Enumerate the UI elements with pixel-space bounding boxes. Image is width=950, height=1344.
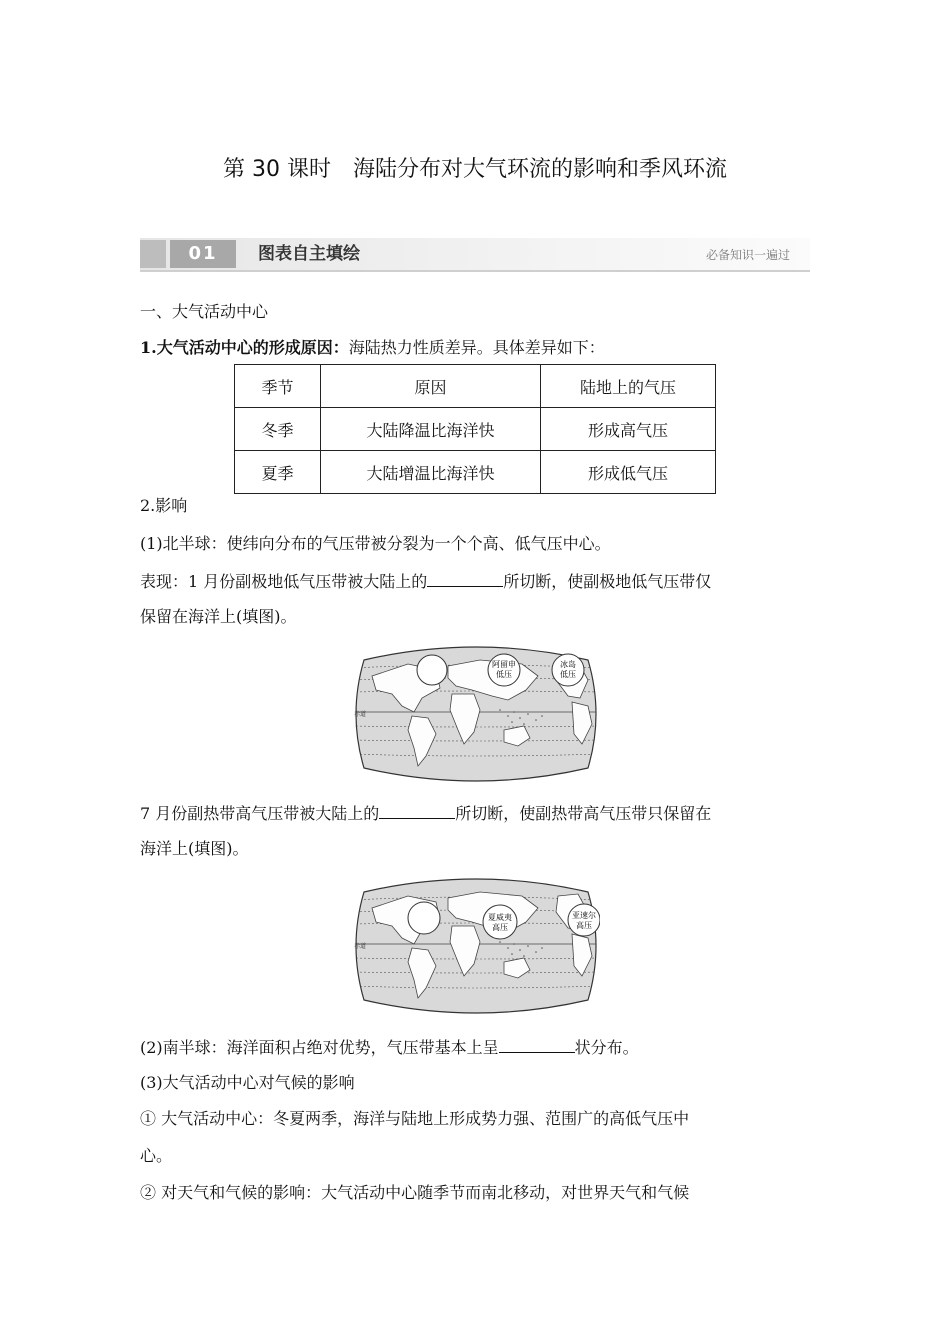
iceland-low-label: 冰岛 (560, 660, 576, 669)
banner-right-text: 必备知识一遍过 (705, 248, 790, 262)
banner-number: 01 (170, 240, 236, 268)
table-row (235, 451, 716, 494)
item-1-text: 海陆热力性质差异。具体差异如下： (348, 338, 605, 357)
table-cell: 大陆降温比海洋快 (321, 408, 541, 451)
heading-activity-centers: 一、大气活动中心 (140, 302, 269, 321)
blank-circle-fill (408, 902, 440, 934)
table-cell: 夏季 (235, 451, 321, 494)
item-3: (3)大气活动中心对气候的影响 (140, 1073, 355, 1092)
fill-blank[interactable] (499, 1036, 575, 1053)
table-header-cell: 陆地上的气压 (541, 365, 716, 408)
table-header-row (235, 365, 716, 408)
equator-label: 赤道 (354, 711, 367, 718)
table-cell: 形成高气压 (541, 408, 716, 451)
north-hemisphere-text: (1)北半球：使纬向分布的气压带被分裂为一个个高、低气压中心。 (140, 534, 611, 553)
fill-blank[interactable] (427, 570, 503, 587)
january-text (140, 570, 711, 592)
pressure-table (234, 364, 716, 494)
july-text-before: 7 月份副热带高气压带被大陆上的 (140, 804, 380, 823)
table-row (235, 408, 716, 451)
iceland-low-label-2: 低压 (560, 670, 576, 679)
fill-blank[interactable] (379, 802, 455, 819)
south-hemisphere-text (140, 1036, 639, 1058)
world-map-january (352, 640, 600, 788)
january-text-before: 表现：1 月份副极地低气压带被大陆上的 (140, 572, 428, 591)
aleutian-low-label-2: 低压 (496, 670, 512, 679)
item-1-label: 1.大气活动中心的形成原因： (140, 338, 349, 357)
january-text-after: 所切断，使副极地低气压带仅 (503, 572, 712, 591)
equator-label: 赤道 (354, 943, 367, 950)
table-cell: 大陆增温比海洋快 (321, 451, 541, 494)
hawaii-high-label-2: 高压 (492, 923, 508, 932)
point-1-line2: 心。 (140, 1146, 173, 1165)
banner-lead-block (140, 240, 166, 268)
january-text-line2: 保留在海洋上(填图)。 (140, 607, 297, 626)
south-text-after: 状分布。 (574, 1038, 639, 1057)
july-text (140, 802, 711, 824)
aleutian-low-label: 阿留申 (492, 660, 516, 669)
page-title: 第 30 课时 海陆分布对大气环流的影响和季风环流 (223, 157, 727, 182)
item-1 (140, 338, 605, 358)
table-cell: 形成低气压 (541, 451, 716, 494)
july-text-line2: 海洋上(填图)。 (140, 839, 249, 858)
hawaii-high-circle (483, 905, 517, 939)
hawaii-high-label: 夏威夷 (488, 913, 512, 922)
blank-circle-fill (417, 655, 447, 685)
point-1-line1: ① 大气活动中心：冬夏两季，海洋与陆地上形成势力强、范围广的高低气压中 (140, 1109, 690, 1128)
section-banner (140, 238, 810, 272)
point-2-line1: ② 对天气和气候的影响：大气活动中心随季节而南北移动，对世界天气和气候 (140, 1183, 690, 1202)
azores-high-circle (568, 904, 600, 936)
south-text-before: (2)南半球：海洋面积占绝对优势，气压带基本上呈 (140, 1038, 499, 1057)
item-2: 2.影响 (140, 496, 188, 515)
july-text-after: 所切断，使副热带高气压带只保留在 (455, 804, 712, 823)
world-map-july (352, 872, 600, 1020)
table-header-cell: 季节 (235, 365, 321, 408)
table-cell: 冬季 (235, 408, 321, 451)
table-header-cell: 原因 (321, 365, 541, 408)
azores-high-label: 亚速尔 (572, 911, 596, 920)
banner-label: 图表自主填绘 (258, 244, 360, 264)
azores-high-label-2: 高压 (576, 921, 592, 930)
